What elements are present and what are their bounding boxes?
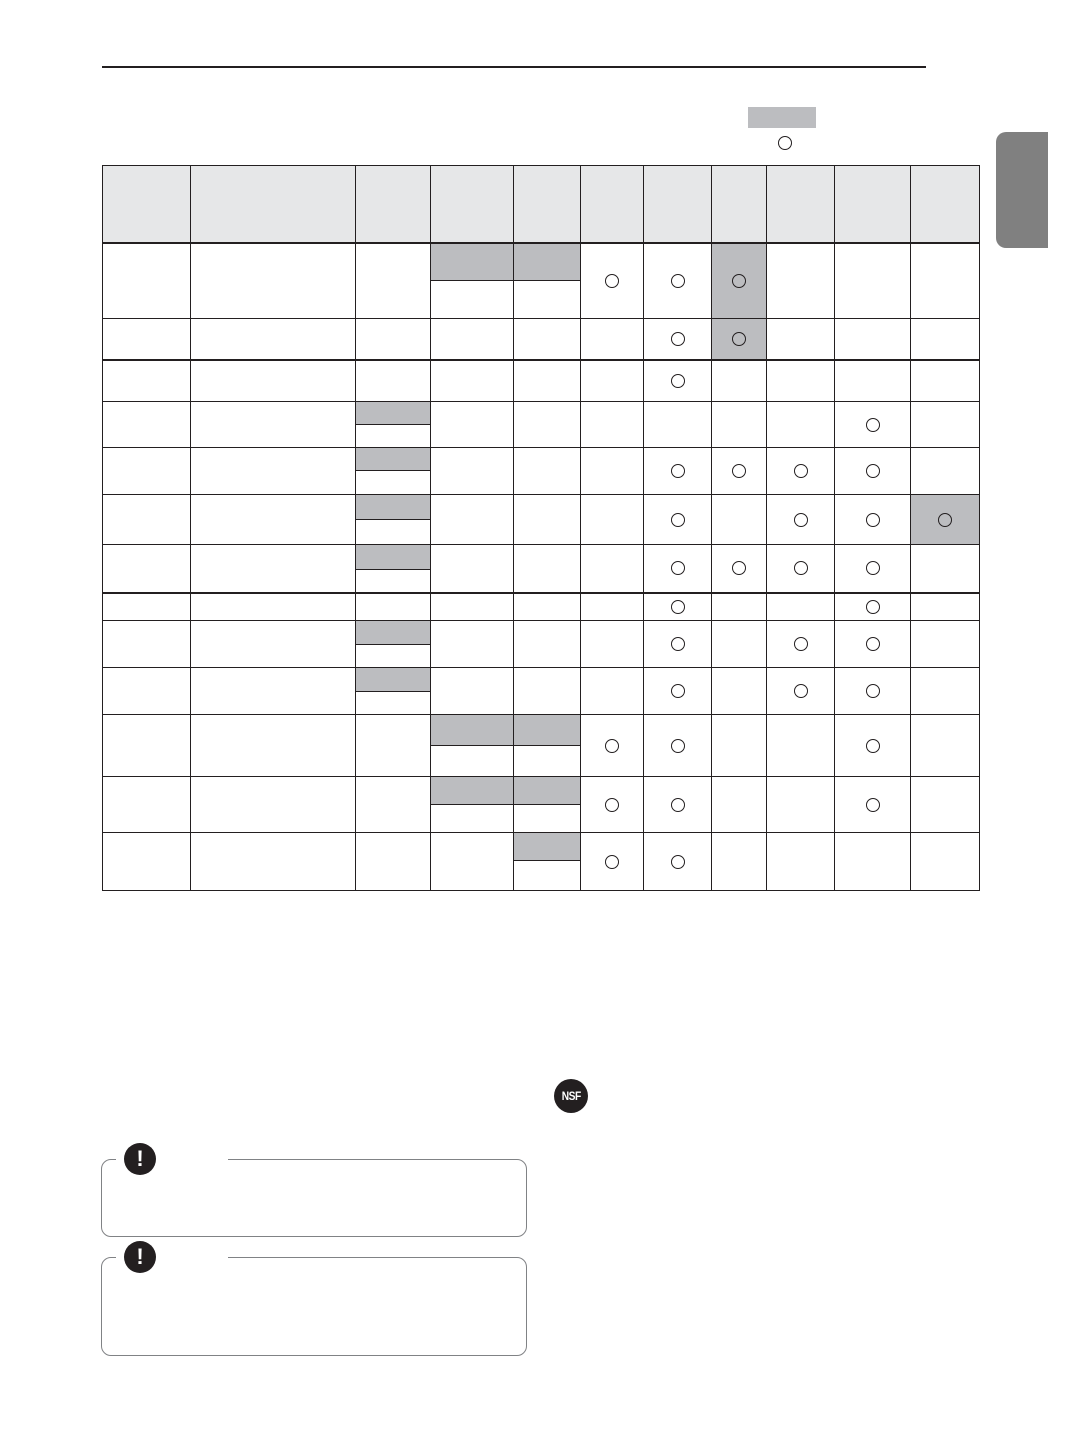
circle-icon (794, 513, 808, 527)
table-row (103, 495, 980, 520)
circle-icon (866, 561, 880, 575)
circle-icon (605, 798, 619, 812)
table-row (103, 777, 980, 805)
circle-icon (671, 855, 685, 869)
circle-icon (671, 332, 685, 346)
table-row (103, 621, 980, 645)
circle-icon (794, 684, 808, 698)
circle-icon (794, 464, 808, 478)
circle-icon (671, 637, 685, 651)
performance-table (102, 165, 980, 891)
header-rule (102, 66, 926, 68)
circle-icon (605, 855, 619, 869)
table-row (103, 833, 980, 861)
circle-icon (866, 637, 880, 651)
table-header-row (103, 166, 980, 243)
table-row (103, 448, 980, 471)
legend-circle-icon (778, 136, 792, 150)
table-row (103, 715, 980, 746)
alert-icon: ! (124, 1143, 156, 1175)
circle-icon (671, 561, 685, 575)
circle-icon (732, 464, 746, 478)
caution-note-box (101, 1257, 527, 1356)
circle-icon (794, 561, 808, 575)
table-row (103, 243, 980, 281)
circle-icon (671, 464, 685, 478)
legend-shaded-swatch (748, 107, 816, 128)
circle-icon (671, 739, 685, 753)
alert-icon: ! (124, 1241, 156, 1273)
circle-icon (671, 513, 685, 527)
table-row (103, 319, 980, 360)
circle-icon (866, 600, 880, 614)
circle-icon (866, 739, 880, 753)
circle-icon (671, 684, 685, 698)
circle-icon (866, 464, 880, 478)
circle-icon (605, 274, 619, 288)
table-row (103, 402, 980, 425)
circle-icon (938, 513, 952, 527)
circle-icon (732, 274, 746, 288)
circle-icon (866, 418, 880, 432)
table-row (103, 545, 980, 570)
circle-icon (671, 274, 685, 288)
nsf-logo: NSF (554, 1079, 588, 1113)
circle-icon (866, 684, 880, 698)
circle-icon (794, 637, 808, 651)
circle-icon (866, 798, 880, 812)
circle-icon (866, 513, 880, 527)
circle-icon (671, 798, 685, 812)
table-row (103, 360, 980, 402)
circle-icon (671, 600, 685, 614)
section-tab (996, 132, 1048, 248)
table-row (103, 668, 980, 692)
circle-icon (671, 374, 685, 388)
circle-icon (732, 561, 746, 575)
circle-icon (605, 739, 619, 753)
circle-icon (732, 332, 746, 346)
table-row (103, 593, 980, 621)
caution-note-box (101, 1159, 527, 1237)
